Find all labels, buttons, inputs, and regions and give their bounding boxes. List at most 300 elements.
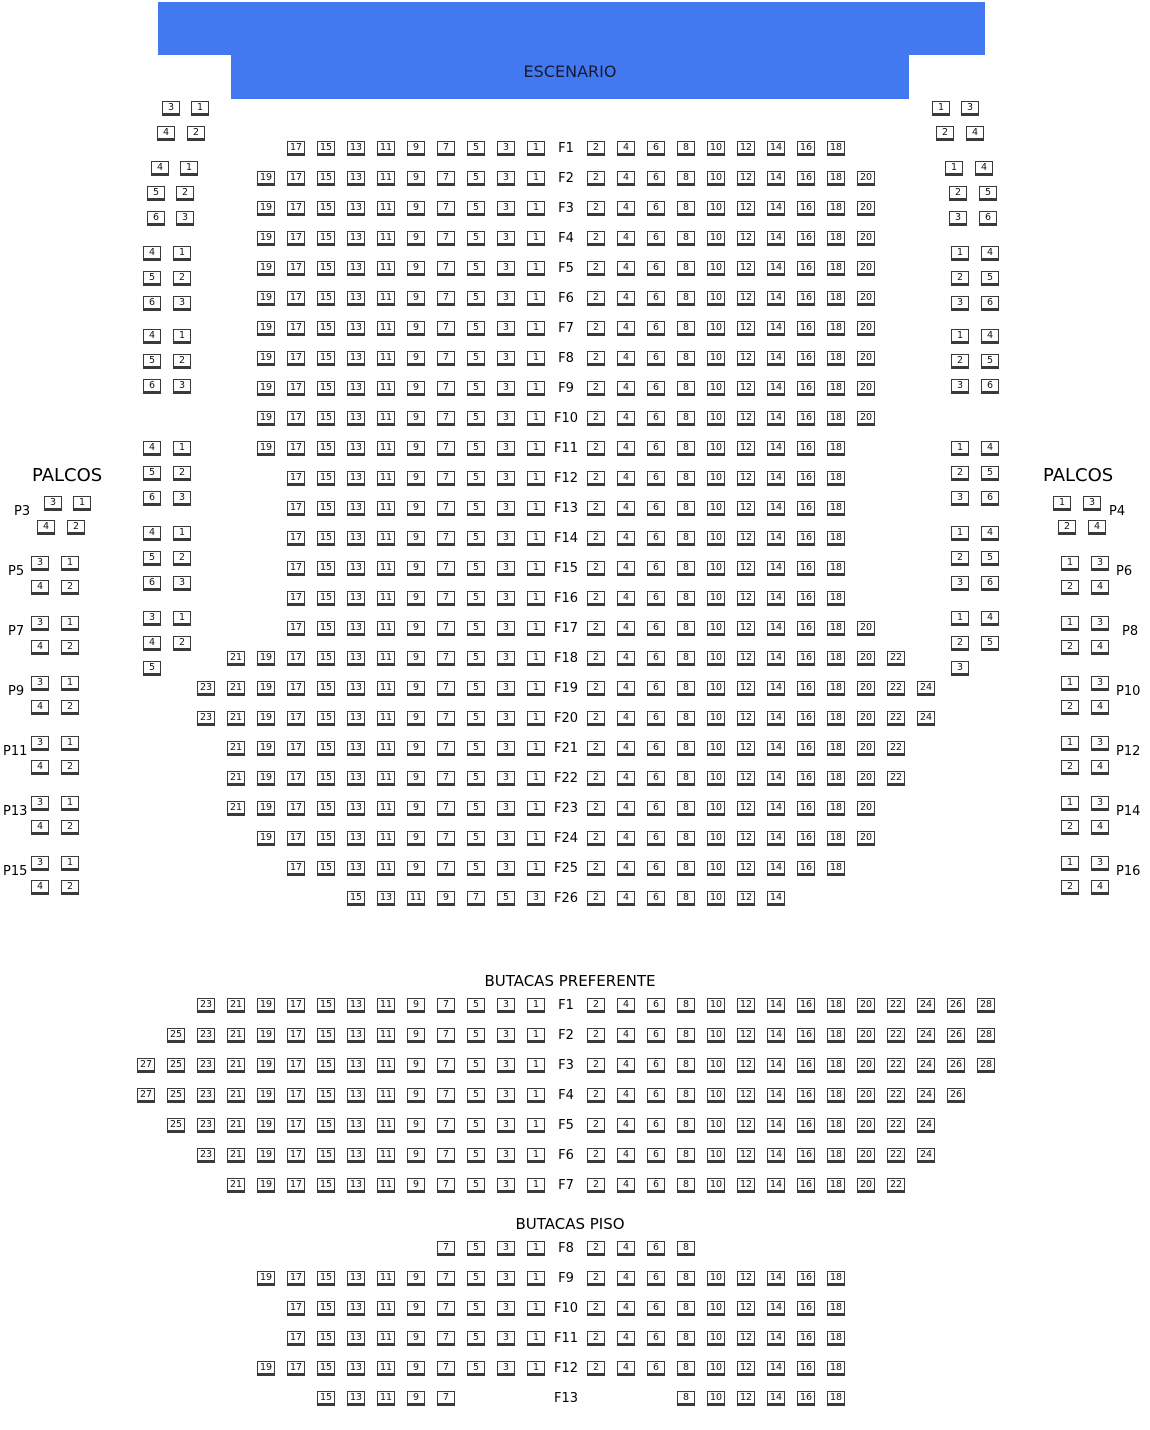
platea-seat[interactable]: 13 — [347, 201, 365, 216]
platea-seat[interactable]: 9 — [407, 231, 425, 246]
preferente-seat[interactable]: 12 — [737, 1028, 755, 1043]
platea-seat[interactable]: 8 — [677, 561, 695, 576]
preferente-seat[interactable]: 17 — [287, 1118, 305, 1133]
platea-seat[interactable]: 11 — [377, 681, 395, 696]
preferente-seat[interactable]: 26 — [947, 1058, 965, 1073]
platea-seat[interactable]: 18 — [827, 441, 845, 456]
preferente-seat[interactable]: 20 — [857, 998, 875, 1013]
platea-seat[interactable]: 17 — [287, 351, 305, 366]
piso-seat[interactable]: 1 — [527, 1241, 545, 1256]
preferente-seat[interactable]: 26 — [947, 1028, 965, 1043]
platea-seat[interactable]: 18 — [827, 471, 845, 486]
platea-seat[interactable]: 1 — [527, 501, 545, 516]
preferente-seat[interactable]: 18 — [827, 1178, 845, 1193]
platea-seat[interactable]: 17 — [287, 861, 305, 876]
platea-seat[interactable]: 7 — [437, 141, 455, 156]
preferente-seat[interactable]: 16 — [797, 1118, 815, 1133]
platea-seat[interactable]: 1 — [527, 261, 545, 276]
preferente-seat[interactable]: 19 — [257, 1148, 275, 1163]
platea-seat[interactable]: 11 — [377, 201, 395, 216]
piso-seat[interactable]: 1 — [527, 1361, 545, 1376]
piso-seat[interactable]: 6 — [647, 1241, 665, 1256]
platea-seat[interactable]: 2 — [587, 861, 605, 876]
preferente-seat[interactable]: 6 — [647, 1118, 665, 1133]
side-seat-left[interactable]: 3 — [143, 611, 161, 626]
platea-seat[interactable]: 16 — [797, 291, 815, 306]
preferente-seat[interactable]: 10 — [707, 1118, 725, 1133]
platea-seat[interactable]: 1 — [527, 801, 545, 816]
piso-seat[interactable]: 5 — [467, 1301, 485, 1316]
box-seat-right[interactable]: 1 — [1061, 856, 1079, 871]
platea-seat[interactable]: 18 — [827, 711, 845, 726]
preferente-seat[interactable]: 14 — [767, 1058, 785, 1073]
piso-seat[interactable]: 16 — [797, 1391, 815, 1406]
platea-seat[interactable]: 13 — [347, 171, 365, 186]
platea-seat[interactable]: 18 — [827, 171, 845, 186]
platea-seat[interactable]: 10 — [707, 351, 725, 366]
preferente-seat[interactable]: 19 — [257, 1118, 275, 1133]
platea-seat[interactable]: 14 — [767, 891, 785, 906]
platea-seat[interactable]: 7 — [437, 711, 455, 726]
preferente-seat[interactable]: 7 — [437, 1058, 455, 1073]
piso-seat[interactable]: 12 — [737, 1271, 755, 1286]
platea-seat[interactable]: 6 — [647, 681, 665, 696]
platea-seat[interactable]: 9 — [407, 501, 425, 516]
platea-seat[interactable]: 14 — [767, 201, 785, 216]
platea-seat[interactable]: 15 — [317, 681, 335, 696]
platea-seat[interactable]: 9 — [407, 261, 425, 276]
preferente-seat[interactable]: 8 — [677, 1148, 695, 1163]
platea-seat[interactable]: 2 — [587, 711, 605, 726]
piso-seat[interactable]: 14 — [767, 1331, 785, 1346]
platea-seat[interactable]: 3 — [497, 831, 515, 846]
platea-seat[interactable]: 13 — [347, 591, 365, 606]
platea-seat[interactable]: 8 — [677, 141, 695, 156]
platea-seat[interactable]: 21 — [227, 651, 245, 666]
platea-seat[interactable]: 10 — [707, 231, 725, 246]
platea-seat[interactable]: 14 — [767, 381, 785, 396]
preferente-seat[interactable]: 22 — [887, 1148, 905, 1163]
piso-seat[interactable]: 8 — [677, 1271, 695, 1286]
platea-seat[interactable]: 4 — [617, 561, 635, 576]
platea-seat[interactable]: 8 — [677, 471, 695, 486]
platea-seat[interactable]: 9 — [407, 321, 425, 336]
box-seat-right[interactable]: 4 — [1088, 520, 1106, 535]
platea-seat[interactable]: 11 — [377, 771, 395, 786]
platea-seat[interactable]: 19 — [257, 711, 275, 726]
side-seat-left[interactable]: 2 — [173, 466, 191, 481]
platea-seat[interactable]: 6 — [647, 411, 665, 426]
platea-seat[interactable]: 8 — [677, 351, 695, 366]
platea-seat[interactable]: 15 — [317, 381, 335, 396]
piso-seat[interactable]: 8 — [677, 1301, 695, 1316]
box-seat-right[interactable]: 2 — [1061, 760, 1079, 775]
platea-seat[interactable]: 6 — [647, 891, 665, 906]
platea-seat[interactable]: 4 — [617, 741, 635, 756]
piso-seat[interactable]: 5 — [467, 1331, 485, 1346]
preferente-seat[interactable]: 16 — [797, 1148, 815, 1163]
platea-seat[interactable]: 10 — [707, 771, 725, 786]
side-seat-right[interactable]: 4 — [981, 441, 999, 456]
platea-seat[interactable]: 9 — [407, 201, 425, 216]
platea-seat[interactable]: 20 — [857, 381, 875, 396]
platea-seat[interactable]: 17 — [287, 411, 305, 426]
platea-seat[interactable]: 8 — [677, 801, 695, 816]
side-seat-right[interactable]: 3 — [951, 491, 969, 506]
piso-seat[interactable]: 14 — [767, 1271, 785, 1286]
preferente-seat[interactable]: 14 — [767, 1028, 785, 1043]
piso-seat[interactable]: 1 — [527, 1331, 545, 1346]
preferente-seat[interactable]: 20 — [857, 1088, 875, 1103]
piso-seat[interactable]: 4 — [617, 1301, 635, 1316]
preferente-seat[interactable]: 1 — [527, 1118, 545, 1133]
platea-seat[interactable]: 17 — [287, 171, 305, 186]
platea-seat[interactable]: 16 — [797, 651, 815, 666]
platea-seat[interactable]: 10 — [707, 471, 725, 486]
side-seat-left[interactable]: 3 — [173, 491, 191, 506]
preferente-seat[interactable]: 9 — [407, 1178, 425, 1193]
side-seat-left[interactable]: 6 — [143, 576, 161, 591]
platea-seat[interactable]: 16 — [797, 861, 815, 876]
platea-seat[interactable]: 16 — [797, 501, 815, 516]
side-seat-right[interactable]: 2 — [949, 186, 967, 201]
platea-seat[interactable]: 11 — [377, 231, 395, 246]
platea-seat[interactable]: 13 — [347, 351, 365, 366]
preferente-seat[interactable]: 26 — [947, 1088, 965, 1103]
platea-seat[interactable]: 4 — [617, 381, 635, 396]
platea-seat[interactable]: 4 — [617, 651, 635, 666]
side-seat-left[interactable]: 4 — [143, 329, 161, 344]
piso-seat[interactable]: 2 — [587, 1241, 605, 1256]
piso-seat[interactable]: 9 — [407, 1391, 425, 1406]
preferente-seat[interactable]: 11 — [377, 1028, 395, 1043]
platea-seat[interactable]: 15 — [317, 501, 335, 516]
platea-seat[interactable]: 5 — [467, 801, 485, 816]
piso-seat[interactable]: 7 — [437, 1331, 455, 1346]
box-seat-left[interactable]: 2 — [61, 700, 79, 715]
platea-seat[interactable]: 14 — [767, 861, 785, 876]
platea-seat[interactable]: 18 — [827, 531, 845, 546]
preferente-seat[interactable]: 14 — [767, 1148, 785, 1163]
platea-seat[interactable]: 21 — [227, 741, 245, 756]
box-seat-right[interactable]: 3 — [1091, 556, 1109, 571]
preferente-seat[interactable]: 21 — [227, 1088, 245, 1103]
platea-seat[interactable]: 16 — [797, 621, 815, 636]
side-seat-left[interactable]: 2 — [173, 636, 191, 651]
side-seat-left[interactable]: 4 — [143, 441, 161, 456]
platea-seat[interactable]: 8 — [677, 411, 695, 426]
platea-seat[interactable]: 2 — [587, 381, 605, 396]
platea-seat[interactable]: 16 — [797, 711, 815, 726]
preferente-seat[interactable]: 17 — [287, 1088, 305, 1103]
preferente-seat[interactable]: 15 — [317, 1088, 335, 1103]
platea-seat[interactable]: 10 — [707, 381, 725, 396]
platea-seat[interactable]: 7 — [437, 231, 455, 246]
piso-seat[interactable]: 15 — [317, 1301, 335, 1316]
preferente-seat[interactable]: 24 — [917, 1028, 935, 1043]
piso-seat[interactable]: 17 — [287, 1361, 305, 1376]
platea-seat[interactable]: 1 — [527, 171, 545, 186]
platea-seat[interactable]: 6 — [647, 471, 665, 486]
platea-seat[interactable]: 15 — [317, 141, 335, 156]
platea-seat[interactable]: 3 — [497, 201, 515, 216]
platea-seat[interactable]: 16 — [797, 471, 815, 486]
box-seat-right[interactable]: 1 — [1061, 736, 1079, 751]
piso-seat[interactable]: 4 — [617, 1241, 635, 1256]
preferente-seat[interactable]: 23 — [197, 1088, 215, 1103]
platea-seat[interactable]: 17 — [287, 291, 305, 306]
piso-seat[interactable]: 7 — [437, 1301, 455, 1316]
platea-seat[interactable]: 20 — [857, 231, 875, 246]
platea-seat[interactable]: 11 — [377, 621, 395, 636]
piso-seat[interactable]: 13 — [347, 1361, 365, 1376]
platea-seat[interactable]: 17 — [287, 711, 305, 726]
box-seat-right[interactable]: 3 — [1091, 616, 1109, 631]
box-seat-left[interactable]: 4 — [31, 640, 49, 655]
piso-seat[interactable]: 4 — [617, 1331, 635, 1346]
piso-seat[interactable]: 14 — [767, 1301, 785, 1316]
platea-seat[interactable]: 7 — [437, 171, 455, 186]
piso-seat[interactable]: 4 — [617, 1361, 635, 1376]
platea-seat[interactable]: 20 — [857, 651, 875, 666]
box-seat-left[interactable]: 3 — [31, 556, 49, 571]
platea-seat[interactable]: 1 — [527, 441, 545, 456]
side-seat-right[interactable]: 2 — [936, 126, 954, 141]
side-seat-left[interactable]: 1 — [173, 246, 191, 261]
platea-seat[interactable]: 9 — [407, 621, 425, 636]
platea-seat[interactable]: 2 — [587, 171, 605, 186]
platea-seat[interactable]: 14 — [767, 171, 785, 186]
box-seat-left[interactable]: 4 — [31, 580, 49, 595]
platea-seat[interactable]: 2 — [587, 651, 605, 666]
platea-seat[interactable]: 17 — [287, 831, 305, 846]
box-seat-left[interactable]: 1 — [61, 676, 79, 691]
preferente-seat[interactable]: 20 — [857, 1118, 875, 1133]
box-seat-left[interactable]: 1 — [61, 616, 79, 631]
piso-seat[interactable]: 1 — [527, 1271, 545, 1286]
platea-seat[interactable]: 10 — [707, 561, 725, 576]
side-seat-left[interactable]: 2 — [173, 551, 191, 566]
platea-seat[interactable]: 12 — [737, 441, 755, 456]
platea-seat[interactable]: 12 — [737, 561, 755, 576]
preferente-seat[interactable]: 11 — [377, 1088, 395, 1103]
platea-seat[interactable]: 10 — [707, 621, 725, 636]
preferente-seat[interactable]: 2 — [587, 1118, 605, 1133]
platea-seat[interactable]: 19 — [257, 201, 275, 216]
side-seat-right[interactable]: 3 — [951, 576, 969, 591]
side-seat-right[interactable]: 2 — [951, 636, 969, 651]
platea-seat[interactable]: 14 — [767, 681, 785, 696]
preferente-seat[interactable]: 15 — [317, 998, 335, 1013]
platea-seat[interactable]: 15 — [317, 201, 335, 216]
platea-seat[interactable]: 1 — [527, 621, 545, 636]
box-seat-right[interactable]: 4 — [1091, 700, 1109, 715]
platea-seat[interactable]: 9 — [407, 651, 425, 666]
box-seat-right[interactable]: 4 — [1091, 760, 1109, 775]
platea-seat[interactable]: 17 — [287, 231, 305, 246]
platea-seat[interactable]: 8 — [677, 861, 695, 876]
preferente-seat[interactable]: 8 — [677, 998, 695, 1013]
preferente-seat[interactable]: 25 — [167, 1058, 185, 1073]
platea-seat[interactable]: 12 — [737, 651, 755, 666]
platea-seat[interactable]: 14 — [767, 501, 785, 516]
platea-seat[interactable]: 2 — [587, 441, 605, 456]
platea-seat[interactable]: 15 — [317, 261, 335, 276]
preferente-seat[interactable]: 6 — [647, 1178, 665, 1193]
preferente-seat[interactable]: 21 — [227, 1148, 245, 1163]
piso-seat[interactable]: 10 — [707, 1301, 725, 1316]
piso-seat[interactable]: 12 — [737, 1331, 755, 1346]
box-seat-right[interactable]: 2 — [1061, 820, 1079, 835]
platea-seat[interactable]: 14 — [767, 771, 785, 786]
box-seat-right[interactable]: 3 — [1091, 856, 1109, 871]
platea-seat[interactable]: 2 — [587, 501, 605, 516]
side-seat-right[interactable]: 3 — [949, 211, 967, 226]
platea-seat[interactable]: 7 — [437, 501, 455, 516]
side-seat-right[interactable]: 4 — [975, 161, 993, 176]
preferente-seat[interactable]: 23 — [197, 1058, 215, 1073]
preferente-seat[interactable]: 28 — [977, 998, 995, 1013]
side-seat-right[interactable]: 5 — [981, 354, 999, 369]
platea-seat[interactable]: 4 — [617, 171, 635, 186]
platea-seat[interactable]: 18 — [827, 831, 845, 846]
preferente-seat[interactable]: 16 — [797, 998, 815, 1013]
platea-seat[interactable]: 18 — [827, 771, 845, 786]
preferente-seat[interactable]: 18 — [827, 1028, 845, 1043]
platea-seat[interactable]: 8 — [677, 321, 695, 336]
platea-seat[interactable]: 16 — [797, 201, 815, 216]
platea-seat[interactable]: 14 — [767, 321, 785, 336]
box-seat-right[interactable]: 2 — [1061, 700, 1079, 715]
platea-seat[interactable]: 18 — [827, 561, 845, 576]
platea-seat[interactable]: 12 — [737, 231, 755, 246]
platea-seat[interactable]: 3 — [497, 711, 515, 726]
platea-seat[interactable]: 13 — [347, 861, 365, 876]
side-seat-left[interactable]: 1 — [173, 611, 191, 626]
preferente-seat[interactable]: 9 — [407, 1058, 425, 1073]
side-seat-left[interactable]: 1 — [173, 441, 191, 456]
piso-seat[interactable]: 2 — [587, 1331, 605, 1346]
side-seat-right[interactable]: 1 — [951, 246, 969, 261]
platea-seat[interactable]: 4 — [617, 681, 635, 696]
platea-seat[interactable]: 11 — [377, 651, 395, 666]
platea-seat[interactable]: 17 — [287, 321, 305, 336]
platea-seat[interactable]: 23 — [197, 711, 215, 726]
piso-seat[interactable]: 2 — [587, 1271, 605, 1286]
box-seat-left[interactable]: 2 — [67, 520, 85, 535]
platea-seat[interactable]: 4 — [617, 351, 635, 366]
box-seat-left[interactable]: 3 — [44, 496, 62, 511]
preferente-seat[interactable]: 4 — [617, 1088, 635, 1103]
preferente-seat[interactable]: 23 — [197, 1148, 215, 1163]
preferente-seat[interactable]: 17 — [287, 1058, 305, 1073]
platea-seat[interactable]: 20 — [857, 291, 875, 306]
platea-seat[interactable]: 2 — [587, 291, 605, 306]
platea-seat[interactable]: 15 — [317, 771, 335, 786]
platea-seat[interactable]: 5 — [467, 141, 485, 156]
piso-seat[interactable]: 3 — [497, 1241, 515, 1256]
preferente-seat[interactable]: 8 — [677, 1088, 695, 1103]
platea-seat[interactable]: 15 — [317, 171, 335, 186]
preferente-seat[interactable]: 9 — [407, 1028, 425, 1043]
preferente-seat[interactable]: 2 — [587, 998, 605, 1013]
piso-seat[interactable]: 11 — [377, 1271, 395, 1286]
platea-seat[interactable]: 14 — [767, 141, 785, 156]
platea-seat[interactable]: 10 — [707, 141, 725, 156]
preferente-seat[interactable]: 19 — [257, 998, 275, 1013]
platea-seat[interactable]: 15 — [317, 441, 335, 456]
side-seat-right[interactable]: 6 — [981, 491, 999, 506]
platea-seat[interactable]: 20 — [857, 201, 875, 216]
platea-seat[interactable]: 12 — [737, 741, 755, 756]
preferente-seat[interactable]: 11 — [377, 1118, 395, 1133]
platea-seat[interactable]: 2 — [587, 141, 605, 156]
platea-seat[interactable]: 15 — [317, 531, 335, 546]
platea-seat[interactable]: 4 — [617, 231, 635, 246]
platea-seat[interactable]: 19 — [257, 651, 275, 666]
platea-seat[interactable]: 15 — [317, 711, 335, 726]
piso-seat[interactable]: 2 — [587, 1301, 605, 1316]
preferente-seat[interactable]: 27 — [137, 1088, 155, 1103]
platea-seat[interactable]: 8 — [677, 231, 695, 246]
box-seat-right[interactable]: 2 — [1061, 580, 1079, 595]
platea-seat[interactable]: 12 — [737, 381, 755, 396]
platea-seat[interactable]: 11 — [377, 291, 395, 306]
preferente-seat[interactable]: 23 — [197, 1028, 215, 1043]
platea-seat[interactable]: 10 — [707, 171, 725, 186]
platea-seat[interactable]: 15 — [317, 831, 335, 846]
preferente-seat[interactable]: 13 — [347, 1148, 365, 1163]
platea-seat[interactable]: 10 — [707, 411, 725, 426]
platea-seat[interactable]: 8 — [677, 261, 695, 276]
platea-seat[interactable]: 13 — [377, 891, 395, 906]
preferente-seat[interactable]: 5 — [467, 1028, 485, 1043]
platea-seat[interactable]: 9 — [407, 771, 425, 786]
platea-seat[interactable]: 10 — [707, 201, 725, 216]
platea-seat[interactable]: 2 — [587, 561, 605, 576]
platea-seat[interactable]: 13 — [347, 411, 365, 426]
platea-seat[interactable]: 10 — [707, 591, 725, 606]
piso-seat[interactable]: 10 — [707, 1331, 725, 1346]
preferente-seat[interactable]: 19 — [257, 1058, 275, 1073]
platea-seat[interactable]: 20 — [857, 681, 875, 696]
preferente-seat[interactable]: 10 — [707, 1028, 725, 1043]
platea-seat[interactable]: 6 — [647, 501, 665, 516]
platea-seat[interactable]: 3 — [497, 681, 515, 696]
platea-seat[interactable]: 18 — [827, 621, 845, 636]
platea-seat[interactable]: 2 — [587, 801, 605, 816]
platea-seat[interactable]: 5 — [467, 501, 485, 516]
preferente-seat[interactable]: 8 — [677, 1028, 695, 1043]
preferente-seat[interactable]: 3 — [497, 1088, 515, 1103]
platea-seat[interactable]: 18 — [827, 351, 845, 366]
platea-seat[interactable]: 11 — [377, 561, 395, 576]
platea-seat[interactable]: 7 — [437, 561, 455, 576]
platea-seat[interactable]: 2 — [587, 591, 605, 606]
preferente-seat[interactable]: 8 — [677, 1178, 695, 1193]
platea-seat[interactable]: 20 — [857, 261, 875, 276]
piso-seat[interactable]: 15 — [317, 1271, 335, 1286]
preferente-seat[interactable]: 20 — [857, 1148, 875, 1163]
piso-seat[interactable]: 13 — [347, 1271, 365, 1286]
platea-seat[interactable]: 16 — [797, 261, 815, 276]
platea-seat[interactable]: 14 — [767, 471, 785, 486]
platea-seat[interactable]: 19 — [257, 441, 275, 456]
platea-seat[interactable]: 1 — [527, 471, 545, 486]
platea-seat[interactable]: 3 — [497, 441, 515, 456]
platea-seat[interactable]: 7 — [437, 681, 455, 696]
preferente-seat[interactable]: 24 — [917, 1118, 935, 1133]
